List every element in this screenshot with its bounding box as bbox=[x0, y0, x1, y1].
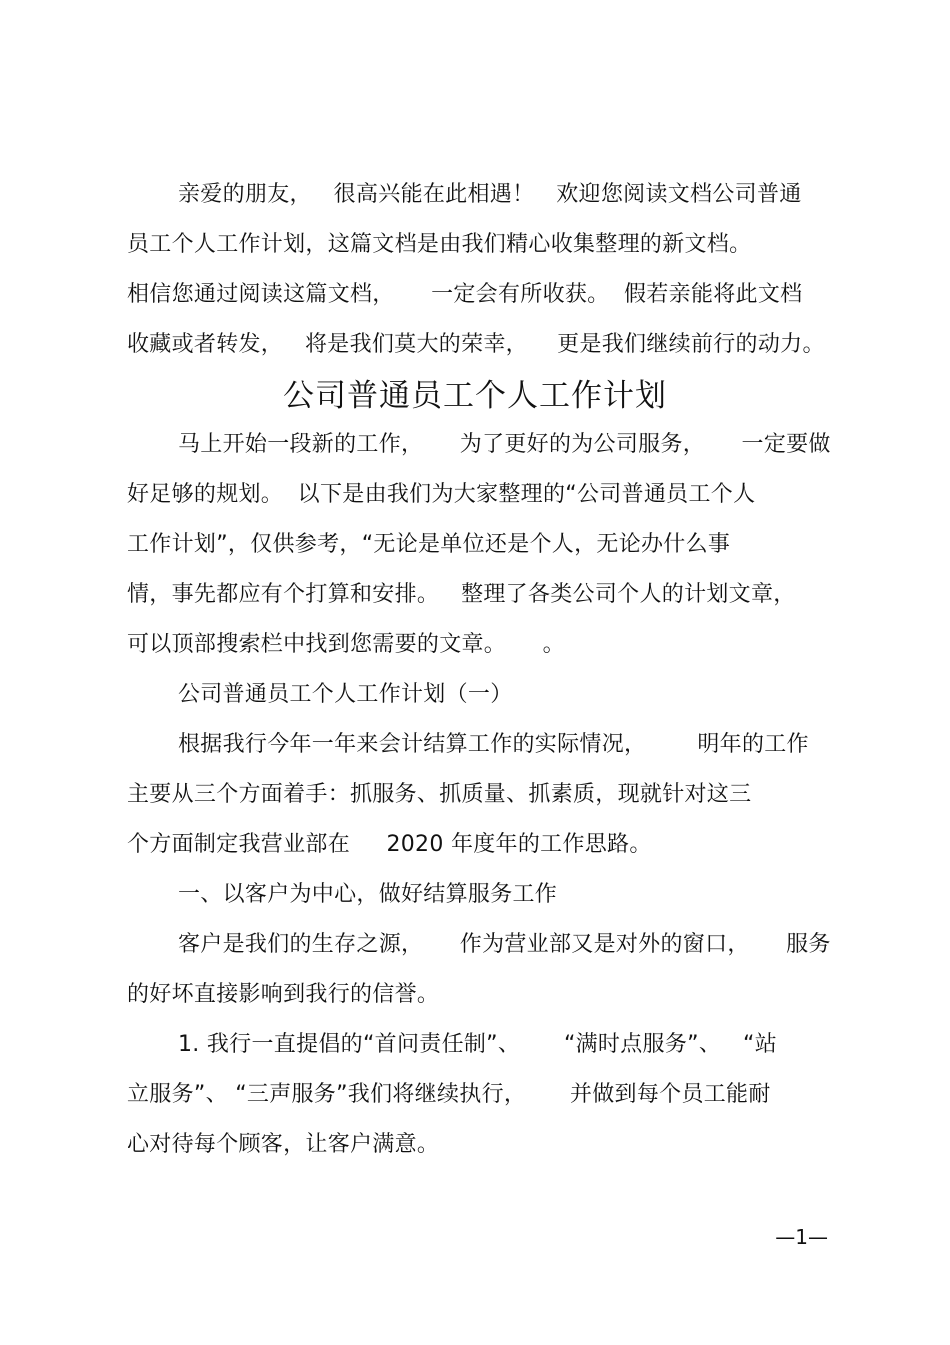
body-line: 好足够的规划。 以下是由我们为大家整理的“公司普通员工个人 bbox=[127, 482, 756, 507]
body-line: 工作计划”，仅供参考，“无论是单位还是个人，无论办什么事 bbox=[127, 532, 731, 557]
body-line: 主要从三个方面着手：抓服务、抓质量、抓素质，现就针对这三 bbox=[127, 782, 752, 807]
body-line: 个方面制定我营业部在 2020 年度年的工作思路。 bbox=[127, 832, 652, 857]
intro-line-4: 收藏或者转发， 将是我们莫大的荣幸， 更是我们继续前行的动力。 bbox=[127, 332, 825, 357]
document-title: 公司普通员工个人工作计划 bbox=[283, 378, 667, 414]
body-line: 情，事先都应有个打算和安排。 整理了各类公司个人的计划文章， bbox=[127, 582, 796, 607]
intro-line-1: 亲爱的朋友， 很高兴能在此相遇！ 欢迎您阅读文档公司普通 bbox=[178, 182, 802, 207]
body-line: 立服务”、 “三声服务”我们将继续执行， 并做到每个员工能耐 bbox=[127, 1082, 771, 1107]
page-number: —1— bbox=[775, 1225, 828, 1249]
intro-line-3: 相信您通过阅读这篇文档， 一定会有所收获。 假若亲能将此文档 bbox=[127, 282, 803, 307]
body-line: 的好坏直接影响到我行的信誉。 bbox=[127, 982, 440, 1007]
section-heading: 公司普通员工个人工作计划（一） bbox=[178, 682, 513, 707]
subsection-heading: 一、以客户为中心，做好结算服务工作 bbox=[178, 882, 558, 907]
body-line: 心对待每个顾客，让客户满意。 bbox=[127, 1132, 440, 1157]
body-line: 可以顶部搜索栏中找到您需要的文章。 。 bbox=[127, 632, 565, 657]
body-line: 根据我行今年一年来会计结算工作的实际情况， 明年的工作 bbox=[178, 732, 809, 757]
body-line: 马上开始一段新的工作， 为了更好的为公司服务， 一定要做 bbox=[178, 432, 831, 457]
body-line: 客户是我们的生存之源， 作为营业部又是对外的窗口， 服务 bbox=[178, 932, 831, 957]
body-line: 1. 我行一直提倡的“首问责任制”、 “满时点服务”、 “站 bbox=[178, 1032, 778, 1057]
intro-line-2: 员工个人工作计划，这篇文档是由我们精心收集整理的新文档。 bbox=[127, 232, 752, 257]
